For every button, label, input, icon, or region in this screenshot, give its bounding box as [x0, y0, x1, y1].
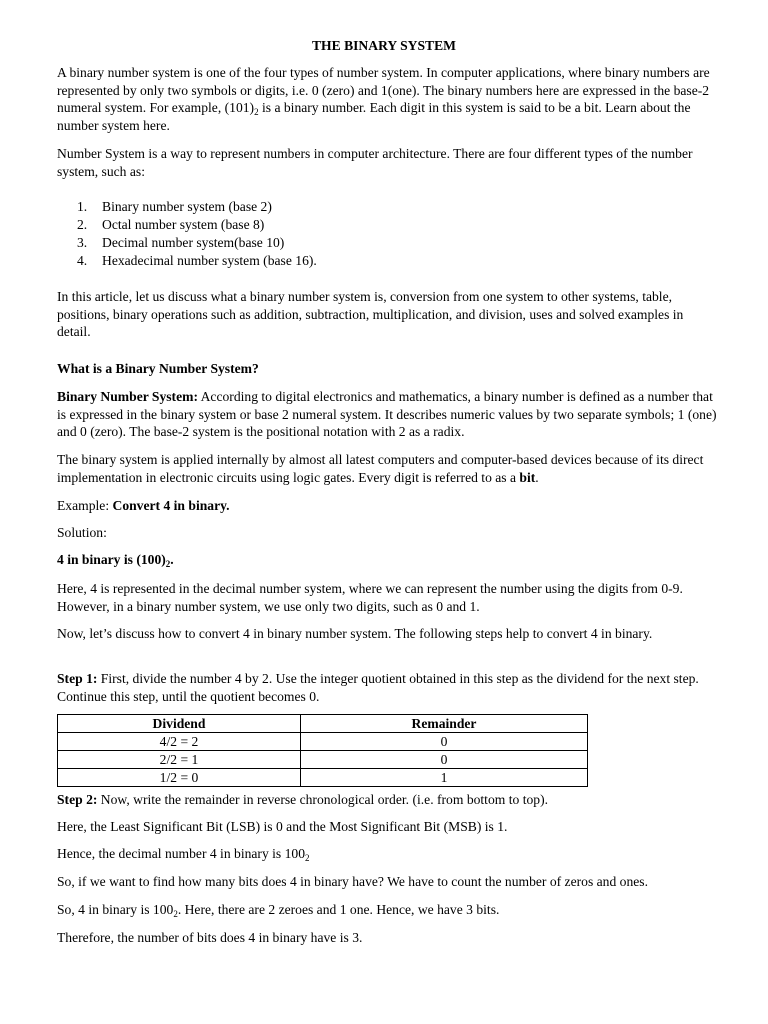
- dividend-cell: 2/2 = 1: [58, 751, 301, 769]
- remainder-table: [57, 714, 588, 787]
- list-text: Hexadecimal number system (base 16).: [102, 253, 317, 268]
- answer-text: 4 in binary is (100): [57, 552, 166, 567]
- intro-p1-subscript: 2: [254, 107, 259, 118]
- bits-summary-text: So, 4 in binary is 100: [57, 902, 174, 917]
- definition-label: Binary Number System:: [57, 389, 198, 404]
- applied-text-end: .: [535, 469, 539, 485]
- list-text: Decimal number system(base 10): [102, 235, 285, 250]
- dividend-header: Dividend: [58, 715, 301, 733]
- list-number: 4.: [77, 253, 88, 268]
- list-number: 2.: [77, 217, 88, 232]
- step-1-label: Step 1:: [57, 671, 98, 686]
- remainder-cell: 0: [301, 751, 588, 769]
- conclusion-line: Therefore, the number of bits does 4 in binary have is 3.: [57, 930, 363, 945]
- definition-paragraph: [57, 388, 719, 441]
- number-system-list: [57, 198, 719, 270]
- bits-summary-text-end: . Here, there are 2 zeroes and 1 one. Hence, we have 3 bits.: [177, 902, 500, 917]
- intro-paragraph-2: Number System is a way to represent numbers in computer architecture. There are four different types of the number system, such as:: [57, 146, 693, 179]
- list-item: [57, 216, 719, 234]
- solution-label: Solution:: [57, 525, 107, 540]
- list-number: 3.: [77, 235, 88, 250]
- table-row: [58, 769, 588, 787]
- list-item: [57, 198, 719, 216]
- table-header-row: [58, 715, 588, 733]
- bits-summary-subscript: 2: [173, 909, 178, 919]
- page-title: THE BINARY SYSTEM: [311, 38, 457, 53]
- applied-text: The binary system is applied internally by almost all latest computers and computer-based devices because of its direct implementation in electronic circuits using logic gates. Every digit is referred to as a: [57, 452, 704, 485]
- remainder-cell: 0: [301, 733, 588, 751]
- definition-text: According to digital electronics and mathematics, a binary number is defined as a number that is expressed in the binary system or base 2 numeral system. It describes numeric values by two separate symbols; 1 (one) and 0 (zero). The base-2 system is the positional notation with 2 as a radix.: [57, 389, 717, 440]
- answer-line: [57, 551, 719, 569]
- example-line: [57, 497, 719, 515]
- now-paragraph: Now, let’s discuss how to convert 4 in binary number system. The following steps help to convert 4 in binary.: [57, 626, 653, 641]
- here-paragraph: Here, 4 is represented in the decimal number system, where we can represent the number using the digits from 0-9. However, in a binary number system, we use only two digits, such as 0 and 1.: [57, 581, 683, 614]
- hence-subscript: 2: [305, 853, 310, 863]
- answer-subscript: 2: [165, 559, 171, 569]
- step-2-text: Now, write the remainder in reverse chronological order. (i.e. from bottom to top).: [97, 792, 548, 807]
- example-label: Example:: [57, 498, 113, 513]
- list-number: 1.: [77, 199, 88, 214]
- hence-line: [57, 845, 719, 863]
- table-row: [58, 733, 588, 751]
- dividend-cell: 1/2 = 0: [58, 769, 301, 787]
- step-1-paragraph: [57, 670, 719, 705]
- applied-paragraph: [57, 451, 719, 486]
- step-2-paragraph: [57, 791, 719, 809]
- list-item: [57, 234, 719, 252]
- intro-paragraph-3: In this article, let us discuss what a binary number system is, conversion from one system to other systems, table, positions, binary operations such as addition, subtraction, multiplication, and division, uses and solved examples in detail.: [57, 289, 684, 340]
- remainder-header: Remainder: [301, 715, 588, 733]
- list-item: [57, 252, 719, 270]
- applied-bold: bit: [519, 469, 536, 485]
- intro-p1-text: A binary number system is one of the four types of number system. In computer applications, where binary numbers are represented by only two symbols or digits, i.e. 0 (zero) and 1(one). The binary numbers here are expressed in the base-2 numeral system. For example, (101): [57, 65, 710, 116]
- count-bits-line: So, if we want to find how many bits does 4 in binary have? We have to count the number of zeros and ones.: [57, 874, 648, 889]
- step-1-text: First, divide the number 4 by 2. Use the integer quotient obtained in this step as the dividend for the next step. Continue this step, until the quotient becomes 0.: [57, 671, 699, 704]
- dividend-cell: 4/2 = 2: [58, 733, 301, 751]
- lsb-msb-line: Here, the Least Significant Bit (LSB) is 0 and the Most Significant Bit (MSB) is 1.: [57, 819, 508, 834]
- example-question: Convert 4 in binary.: [112, 498, 230, 513]
- section-heading: What is a Binary Number System?: [57, 361, 259, 376]
- step-2-label: Step 2:: [57, 792, 98, 807]
- hence-text: Hence, the decimal number 4 in binary is 100: [57, 846, 306, 861]
- intro-p1-text-end: is a binary number. Each digit in this system is said to be a bit. Learn about the number system here.: [57, 100, 691, 133]
- remainder-cell: 1: [301, 769, 588, 787]
- list-text: Binary number system (base 2): [102, 199, 272, 214]
- table-row: [58, 751, 588, 769]
- intro-paragraph-1: [57, 64, 719, 134]
- list-text: Octal number system (base 8): [102, 217, 265, 232]
- bits-summary-line: [57, 901, 719, 919]
- answer-text-end: .: [170, 552, 174, 567]
